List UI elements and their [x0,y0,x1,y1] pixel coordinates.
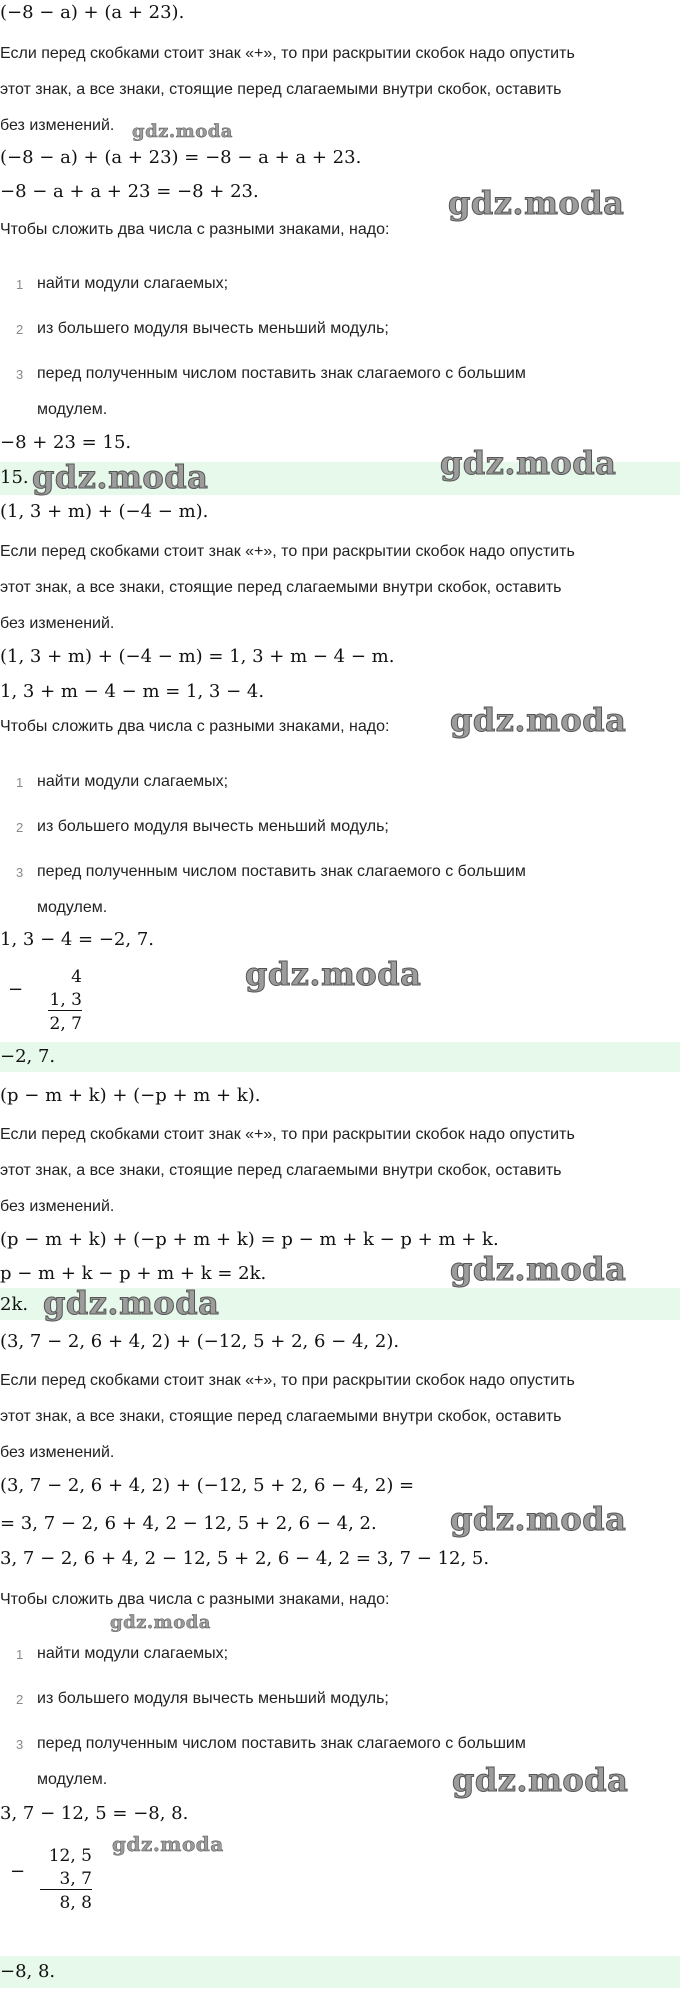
watermark: gdz.moda [448,184,625,222]
answer: −8, 8. [0,1961,56,1982]
step-text: найти модули слагаемых; [37,1645,229,1662]
watermark: gdz.moda [112,1832,224,1856]
watermark: gdz.moda [450,701,627,739]
step-text: модулем. [37,1771,108,1788]
rule-line: Чтобы сложить два числа с разными знаками, надо: [0,221,390,238]
watermark: gdz.moda [43,1284,220,1322]
watermark: gdz.moda [32,458,209,496]
equation: (p − m + k) + (−p + m + k) = p − m + k − p + m + k. [0,1229,499,1250]
step-number: 1 [16,277,24,292]
step-number: 3 [16,1737,24,1752]
expression: (−8 − a) + (a + 23). [0,2,185,23]
watermark: gdz.moda [440,444,617,482]
equation: (1, 3 + m) + (−4 − m) = 1, 3 + m − 4 − m. [0,646,395,667]
rule-line: Чтобы сложить два числа с разными знаками, надо: [0,1591,390,1608]
column-subtrahend: 1, 3 [49,990,82,1010]
equation: 1, 3 + m − 4 − m = 1, 3 − 4. [0,681,265,702]
rule-line: Если перед скобками стоит знак «+», то при раскрытии скобок надо опустить [0,543,575,560]
watermark: gdz.moda [110,1612,211,1633]
watermark: gdz.moda [450,1250,627,1288]
column-minuend: 12, 5 [48,1846,92,1866]
step-text: найти модули слагаемых; [37,773,229,790]
rule-line: без изменений. [0,1444,115,1461]
equation: = 3, 7 − 2, 6 + 4, 2 − 12, 5 + 2, 6 − 4, 2. [0,1513,377,1534]
rule-line: без изменений. [0,1198,115,1215]
expression: (1, 3 + m) + (−4 − m). [0,501,209,522]
rule-line: этот знак, а все знаки, стоящие перед слагаемыми внутри скобок, оставить [0,1408,562,1425]
rule-line: Если перед скобками стоит знак «+», то при раскрытии скобок надо опустить [0,1372,575,1389]
step-text: из большего модуля вычесть меньший модуль; [37,818,389,835]
step-text: из большего модуля вычесть меньший модуль; [37,320,389,337]
column-result: 8, 8 [59,1893,92,1913]
equation: (3, 7 − 2, 6 + 4, 2) + (−12, 5 + 2, 6 − 4, 2) = [0,1475,415,1496]
equation: 1, 3 − 4 = −2, 7. [0,929,155,950]
answer-band [0,1042,680,1072]
rule-line: этот знак, а все знаки, стоящие перед слагаемыми внутри скобок, оставить [0,1162,562,1179]
equation: p − m + k − p + m + k = 2k. [0,1263,267,1284]
step-number: 2 [16,820,24,835]
step-number: 1 [16,1647,24,1662]
step-number: 2 [16,322,24,337]
rule-line: без изменений. [0,117,115,134]
column-subtrahend: 3, 7 [40,1869,92,1890]
step-number: 1 [16,775,24,790]
equation: −8 + 23 = 15. [0,432,132,453]
step-number: 2 [16,1692,24,1707]
answer-band [0,1956,680,1988]
column-minuend: 4 [71,967,82,987]
rule-line: Если перед скобками стоит знак «+», то при раскрытии скобок надо опустить [0,1126,575,1143]
step-text: перед полученным числом поставить знак слагаемого с большим [37,1735,526,1752]
rule-line: Чтобы сложить два числа с разными знаками, надо: [0,718,390,735]
step-text: перед полученным числом поставить знак слагаемого с большим [37,863,526,880]
answer: −2, 7. [0,1046,56,1067]
step-number: 3 [16,865,24,880]
step-text: перед полученным числом поставить знак слагаемого с большим [37,365,526,382]
equation: (−8 − a) + (a + 23) = −8 − a + a + 23. [0,147,362,168]
step-text: найти модули слагаемых; [37,275,229,292]
watermark: gdz.moda [245,955,422,993]
column-minus-sign: − [10,1861,26,1882]
watermark: gdz.moda [132,121,233,142]
watermark: gdz.moda [450,1500,627,1538]
equation: −8 − a + a + 23 = −8 + 23. [0,181,259,202]
answer: 15. [0,467,29,488]
column-minus-sign: − [8,979,24,1000]
answer: 2k. [0,1294,29,1315]
rule-line: без изменений. [0,615,115,632]
expression: (3, 7 − 2, 6 + 4, 2) + (−12, 5 + 2, 6 − 4, 2). [0,1331,400,1352]
equation: 3, 7 − 12, 5 = −8, 8. [0,1803,189,1824]
step-number: 3 [16,367,24,382]
expression: (p − m + k) + (−p + m + k). [0,1085,261,1106]
rule-line: этот знак, а все знаки, стоящие перед слагаемыми внутри скобок, оставить [0,81,562,98]
step-text: модулем. [37,401,108,418]
equation: 3, 7 − 2, 6 + 4, 2 − 12, 5 + 2, 6 − 4, 2 = 3, 7 − 12, 5. [0,1548,490,1569]
rule-line: Если перед скобками стоит знак «+», то при раскрытии скобок надо опустить [0,45,575,62]
column-result: 2, 7 [49,1014,82,1034]
step-text: модулем. [37,899,108,916]
rule-line: этот знак, а все знаки, стоящие перед слагаемыми внутри скобок, оставить [0,579,562,596]
step-text: из большего модуля вычесть меньший модуль; [37,1690,389,1707]
watermark: gdz.moda [452,1761,629,1799]
